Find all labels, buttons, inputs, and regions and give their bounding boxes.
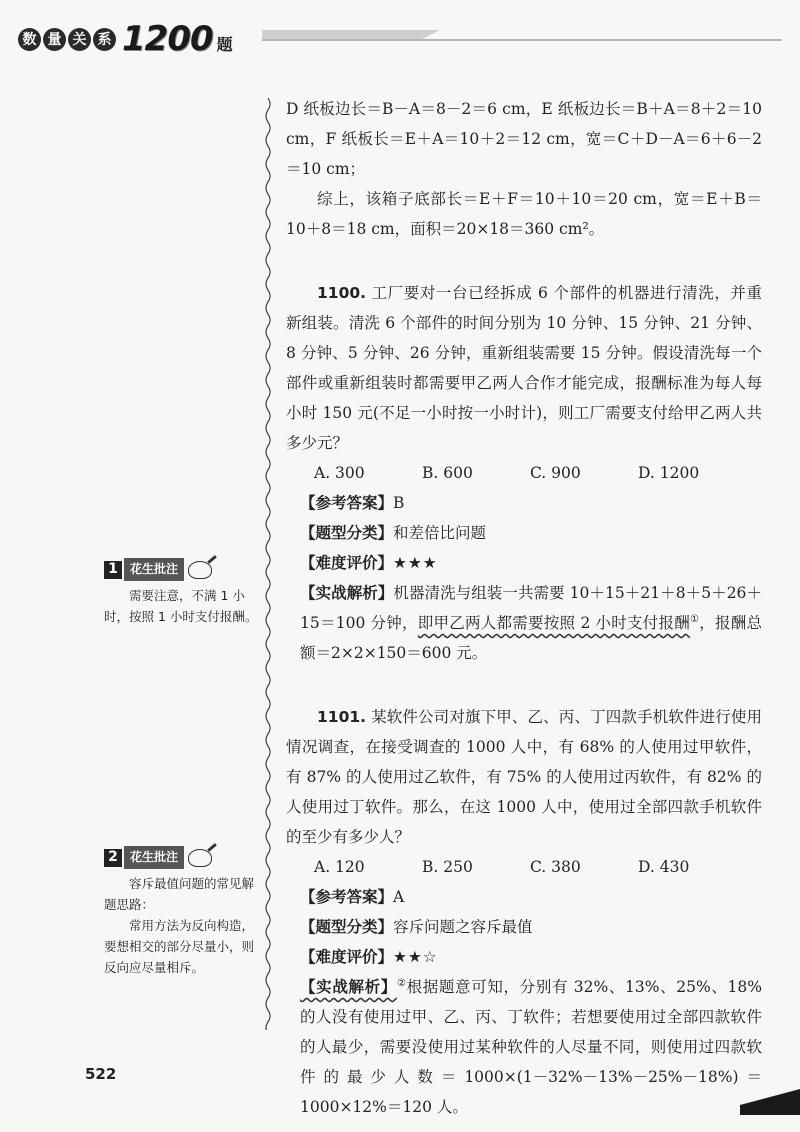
header-logo: [18, 19, 233, 59]
logo-char: 关: [68, 28, 91, 51]
analysis-highlight: 即甲乙两人都需要按照 2 小时支付报酬: [417, 614, 690, 632]
logo-number: 1200: [122, 19, 213, 59]
difficulty-stars: ★★☆: [393, 948, 438, 966]
note-number: 1: [104, 561, 122, 579]
note-number: 2: [104, 849, 122, 867]
note-header: [104, 558, 260, 581]
main-content: [286, 94, 762, 1122]
option-c: C. 900: [530, 464, 581, 482]
answer-value: A: [393, 888, 405, 906]
continuation-line-1: D 纸板边长＝B－A＝8－2＝6 cm，E 纸板边长＝B＋A＝8＋2＝10 cm，F 纸板长＝E＋A＝10＋2＝12 cm，宽＝C＋D－A＝6＋6－2＝10 cm；: [286, 100, 762, 178]
option-d: D. 430: [638, 858, 690, 876]
analysis-1101: [286, 972, 762, 1122]
question-number: 1100.: [317, 284, 367, 302]
analysis-1100: [286, 578, 762, 668]
type-line: [286, 518, 762, 548]
type-value: 容斥问题之容斥最值: [393, 918, 533, 936]
analysis-tag: 【实战解析】: [300, 978, 397, 996]
type-value: 和差倍比问题: [393, 524, 487, 542]
peanut-pen-icon: [188, 849, 212, 867]
option-d: D. 1200: [638, 464, 700, 482]
note-header: [104, 846, 260, 869]
logo-char: 量: [43, 28, 66, 51]
note-title: 花生批注: [124, 846, 184, 869]
options-1101: [286, 852, 762, 882]
analysis-text: ，报酬总额＝2×2×150＝600 元。: [300, 614, 762, 662]
difficulty-tag: 【难度评价】: [300, 554, 394, 572]
note-marker: ①: [690, 613, 700, 625]
page-edge-shadow: [740, 1085, 800, 1115]
option-a: A. 300: [314, 464, 365, 482]
column-divider: [262, 98, 274, 1030]
option-c: C. 380: [530, 858, 581, 876]
answer-tag: 【参考答案】: [300, 494, 394, 512]
note-body: 常用方法为反向构造，要想相交的部分尽量小，则反向应尽量相斥。: [104, 918, 255, 975]
difficulty-stars: ★★★: [393, 554, 438, 572]
answer-tag: 【参考答案】: [300, 888, 394, 906]
note-body: 需要注意，不满 1 小时，按照 1 小时支付报酬。: [104, 588, 258, 624]
page-number: 522: [85, 1065, 117, 1083]
type-tag: 【题型分类】: [300, 524, 394, 542]
question-number: 1101.: [317, 708, 367, 726]
logo-suffix: 题: [216, 34, 233, 54]
difficulty-line: [286, 942, 762, 972]
question-1101: [286, 702, 762, 852]
logo-char: 系: [93, 28, 116, 51]
margin-note-2: [104, 846, 260, 978]
continuation-line-2: 综上，该箱子底部长＝E＋F＝10＋10＝20 cm，宽＝E＋B＝10＋8＝18 cm，面积＝20×18＝360 cm²。: [286, 190, 762, 238]
note-title: 花生批注: [124, 558, 184, 581]
type-line: [286, 912, 762, 942]
logo-char: 数: [18, 28, 41, 51]
type-tag: 【题型分类】: [300, 918, 394, 936]
analysis-text: 机器清洗与组装一共需要 10＋15＋21＋8＋5＋26＋15＝100 分钟，: [300, 584, 762, 632]
question-1100: [286, 278, 762, 458]
answer-line: [286, 882, 762, 912]
option-b: B. 600: [422, 464, 473, 482]
answer-line: [286, 488, 762, 518]
analysis-text: 根据题意可知，分别有 32%、13%、25%、18% 的人没有使用过甲、乙、丙、丁软件；若想要使用过全部四款软件的人最少，需要没使用过某种软件的人尽量不同，则使用过四款软件的最少人数＝1000×(1－32%－13%－25%－18%)＝1000×12%＝120 人。: [300, 978, 762, 1116]
note-body: 容斥最值问题的常见解题思路：: [104, 876, 255, 912]
difficulty-line: [286, 548, 762, 578]
question-text: 工厂要对一台已经拆成 6 个部件的机器进行清洗，并重新组装。清洗 6 个部件的时间分别为 10 分钟、15 分钟、21 分钟、8 分钟、5 分钟、26 分钟，重新组装需要 15 分钟。假设清洗每一个部件或重新组装时都需要甲乙两人合作才能完成，报酬标准为每人每小时 150 元(不足一小时按一小时计)，则工厂需要支付给甲乙两人共多少元？: [286, 284, 762, 452]
note-marker: ②: [396, 977, 407, 989]
analysis-tag: 【实战解析】: [300, 584, 394, 602]
difficulty-tag: 【难度评价】: [300, 948, 394, 966]
option-b: B. 250: [422, 858, 473, 876]
margin-note-1: [104, 558, 260, 627]
options-1100: [286, 458, 762, 488]
option-a: A. 120: [314, 858, 365, 876]
peanut-pen-icon: [188, 561, 212, 579]
question-text: 某软件公司对旗下甲、乙、丙、丁四款手机软件进行使用情况调查，在接受调查的 1000 人中，有 68% 的人使用过甲软件，有 87% 的人使用过乙软件，有 75% 的人使用过丙软件，有 82% 的人使用过丁软件。那么，在这 1000 人中，使用过全部四款手机软件的至少有多少人？: [286, 708, 762, 846]
answer-value: B: [393, 494, 405, 512]
logo-characters: [18, 28, 116, 51]
